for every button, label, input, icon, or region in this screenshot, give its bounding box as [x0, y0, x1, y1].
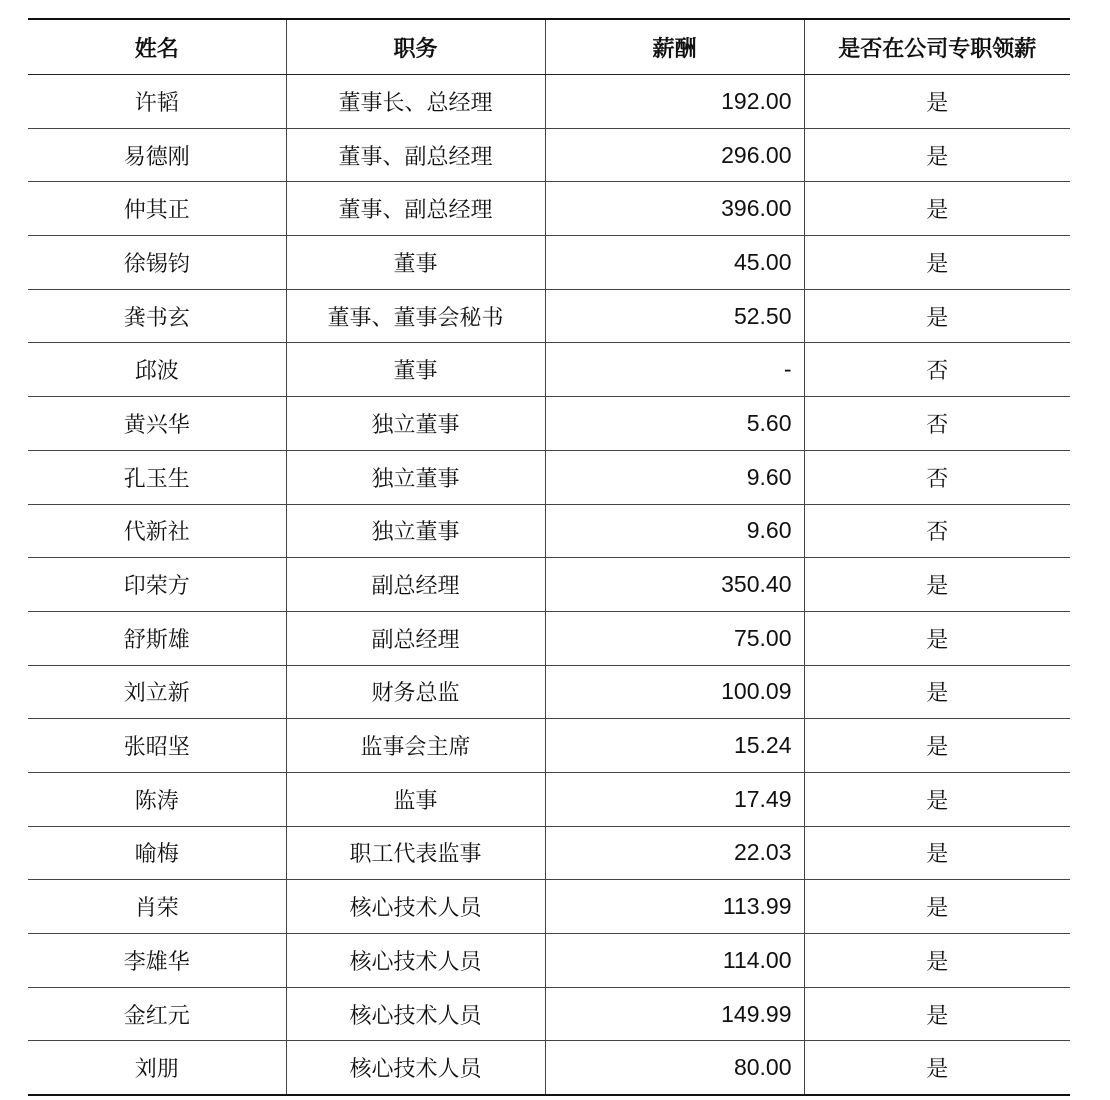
cell-salary: 22.03	[545, 826, 804, 880]
cell-fulltime: 是	[804, 611, 1070, 665]
table-row	[28, 719, 1070, 773]
cell-position: 副总经理	[286, 611, 545, 665]
cell-salary: 149.99	[545, 987, 804, 1041]
cell-salary: 75.00	[545, 611, 804, 665]
cell-position: 董事	[286, 236, 545, 290]
cell-name: 张昭坚	[28, 719, 286, 773]
cell-fulltime: 是	[804, 934, 1070, 988]
table-header-row	[28, 19, 1070, 75]
cell-name: 李雄华	[28, 934, 286, 988]
cell-position: 监事会主席	[286, 719, 545, 773]
cell-fulltime: 是	[804, 719, 1070, 773]
cell-position: 独立董事	[286, 450, 545, 504]
cell-fulltime: 是	[804, 826, 1070, 880]
table-row	[28, 987, 1070, 1041]
header-name: 姓名	[28, 19, 286, 75]
table-row	[28, 880, 1070, 934]
cell-position: 监事	[286, 772, 545, 826]
cell-position: 董事、副总经理	[286, 128, 545, 182]
table-row	[28, 558, 1070, 612]
cell-position: 职工代表监事	[286, 826, 545, 880]
cell-position: 董事	[286, 343, 545, 397]
header-salary: 薪酬	[545, 19, 804, 75]
cell-fulltime: 是	[804, 182, 1070, 236]
cell-salary: 45.00	[545, 236, 804, 290]
cell-fulltime: 是	[804, 665, 1070, 719]
table-row	[28, 665, 1070, 719]
table-row	[28, 934, 1070, 988]
cell-name: 徐锡钧	[28, 236, 286, 290]
cell-salary: 100.09	[545, 665, 804, 719]
cell-fulltime: 是	[804, 289, 1070, 343]
cell-position: 核心技术人员	[286, 1041, 545, 1095]
cell-fulltime: 否	[804, 504, 1070, 558]
table-row	[28, 75, 1070, 129]
cell-salary: 9.60	[545, 450, 804, 504]
table-row	[28, 289, 1070, 343]
cell-position: 核心技术人员	[286, 934, 545, 988]
cell-name: 孔玉生	[28, 450, 286, 504]
cell-fulltime: 是	[804, 558, 1070, 612]
cell-name: 代新社	[28, 504, 286, 558]
table-row	[28, 128, 1070, 182]
cell-name: 刘立新	[28, 665, 286, 719]
cell-salary: 192.00	[545, 75, 804, 129]
cell-fulltime: 否	[804, 450, 1070, 504]
cell-salary: 80.00	[545, 1041, 804, 1095]
cell-salary: 296.00	[545, 128, 804, 182]
cell-name: 陈涛	[28, 772, 286, 826]
cell-position: 董事、副总经理	[286, 182, 545, 236]
cell-position: 董事长、总经理	[286, 75, 545, 129]
cell-position: 独立董事	[286, 397, 545, 451]
cell-salary: 350.40	[545, 558, 804, 612]
cell-position: 独立董事	[286, 504, 545, 558]
cell-fulltime: 是	[804, 880, 1070, 934]
table-body	[28, 75, 1070, 1096]
cell-name: 金红元	[28, 987, 286, 1041]
cell-salary: 52.50	[545, 289, 804, 343]
cell-salary: -	[545, 343, 804, 397]
cell-salary: 17.49	[545, 772, 804, 826]
table-row	[28, 343, 1070, 397]
cell-salary: 15.24	[545, 719, 804, 773]
cell-name: 舒斯雄	[28, 611, 286, 665]
header-position: 职务	[286, 19, 545, 75]
cell-name: 仲其正	[28, 182, 286, 236]
cell-position: 核心技术人员	[286, 880, 545, 934]
cell-position: 副总经理	[286, 558, 545, 612]
cell-fulltime: 是	[804, 236, 1070, 290]
cell-name: 龚书玄	[28, 289, 286, 343]
salary-table	[28, 18, 1070, 1096]
cell-salary: 114.00	[545, 934, 804, 988]
cell-salary: 5.60	[545, 397, 804, 451]
cell-name: 易德刚	[28, 128, 286, 182]
table-row	[28, 1041, 1070, 1095]
table-row	[28, 182, 1070, 236]
cell-name: 许韬	[28, 75, 286, 129]
table-row	[28, 450, 1070, 504]
cell-name: 喻梅	[28, 826, 286, 880]
table-row	[28, 826, 1070, 880]
cell-fulltime: 否	[804, 397, 1070, 451]
cell-fulltime: 否	[804, 343, 1070, 397]
cell-fulltime: 是	[804, 772, 1070, 826]
header-fulltime: 是否在公司专职领薪	[804, 19, 1070, 75]
cell-position: 董事、董事会秘书	[286, 289, 545, 343]
cell-salary: 9.60	[545, 504, 804, 558]
cell-position: 财务总监	[286, 665, 545, 719]
cell-fulltime: 是	[804, 987, 1070, 1041]
cell-salary: 113.99	[545, 880, 804, 934]
cell-fulltime: 是	[804, 75, 1070, 129]
cell-name: 邱波	[28, 343, 286, 397]
table-row	[28, 397, 1070, 451]
cell-salary: 396.00	[545, 182, 804, 236]
cell-name: 印荣方	[28, 558, 286, 612]
table-row	[28, 772, 1070, 826]
cell-name: 肖荣	[28, 880, 286, 934]
cell-name: 刘朋	[28, 1041, 286, 1095]
table-row	[28, 236, 1070, 290]
cell-fulltime: 是	[804, 128, 1070, 182]
cell-name: 黄兴华	[28, 397, 286, 451]
table-row	[28, 504, 1070, 558]
cell-fulltime: 是	[926, 1057, 949, 1083]
cell-position: 核心技术人员	[286, 987, 545, 1041]
table-row	[28, 611, 1070, 665]
